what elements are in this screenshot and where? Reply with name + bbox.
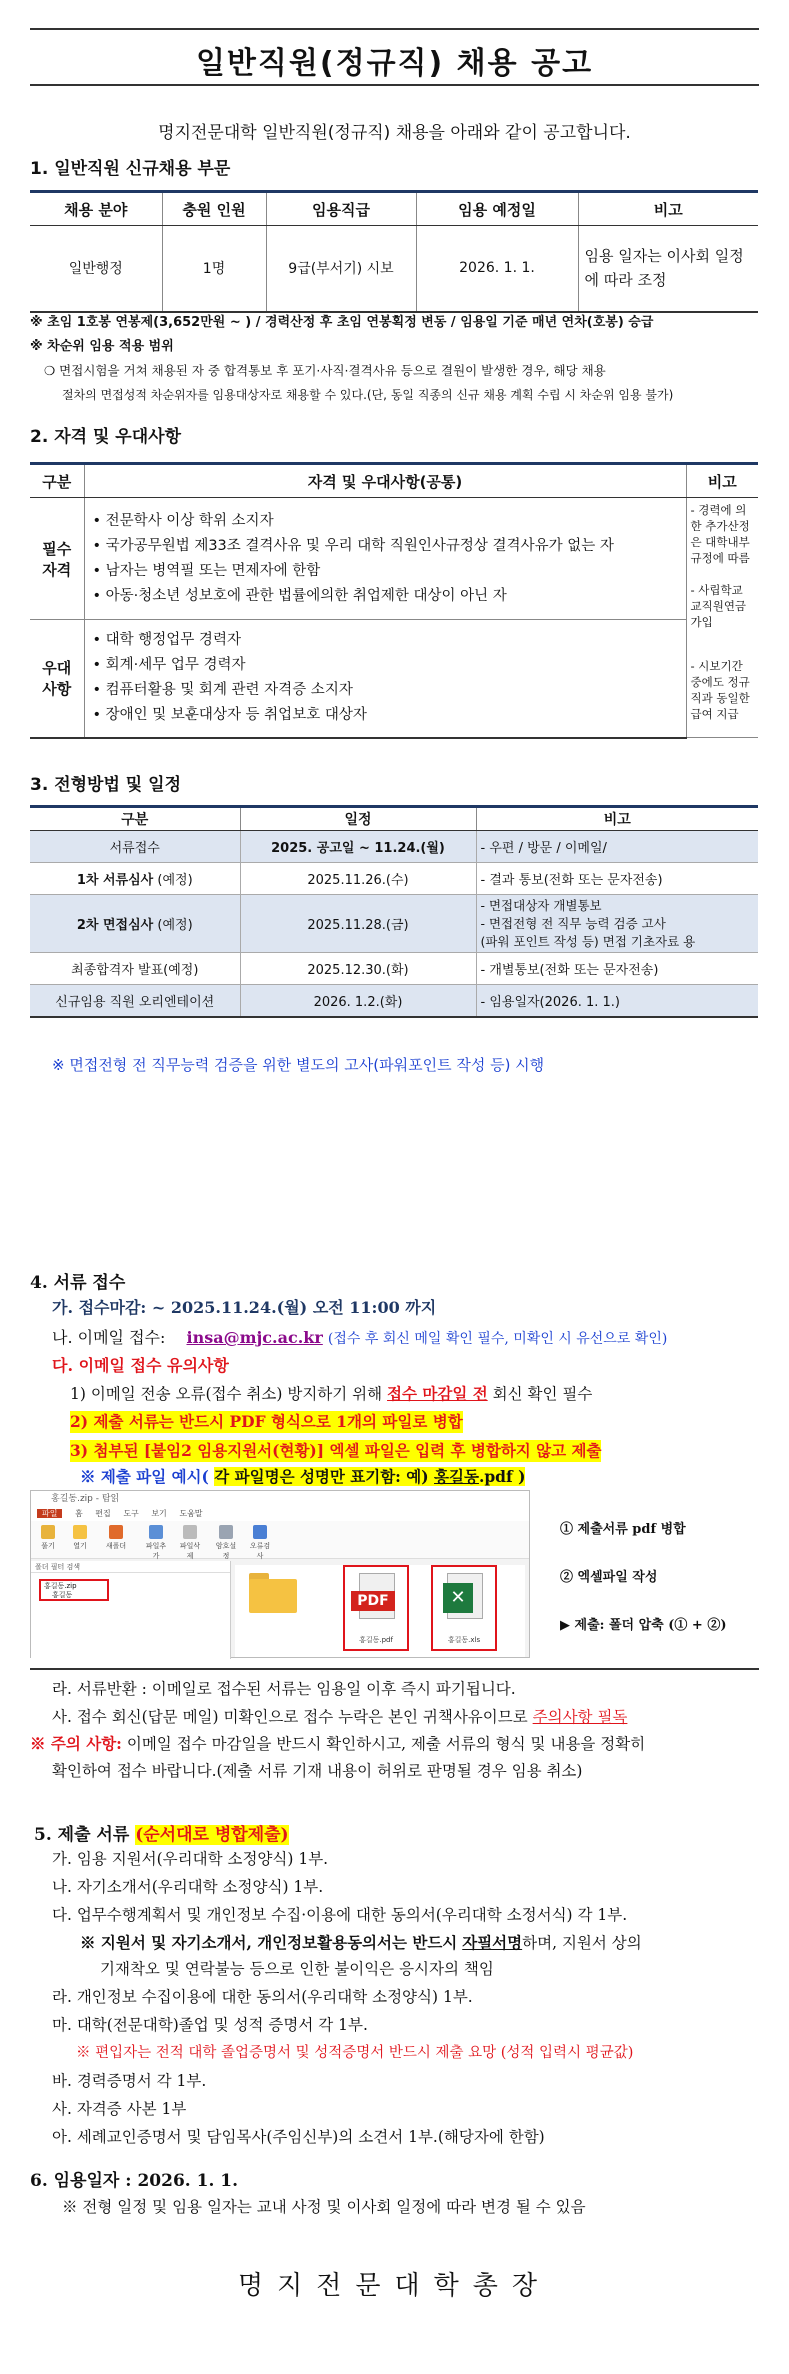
- salary-note: ※ 초임 1호봉 연봉제(3,652만원 ~ ) / 경력산정 후 초임 연봉획정 변동 / 임용일 기준 매년 연차(호봉) 승급: [30, 315, 654, 330]
- stage-cell: 신규임용 직원 오리엔테이션: [30, 985, 240, 1017]
- section6-note: ※ 전형 일정 및 임용 일자는 교내 사정 및 이사회 일정에 따라 변경 될 수 있음: [62, 2198, 586, 2216]
- recruit-header: 임용 예정일: [416, 192, 578, 226]
- caution-highlight: [214, 1467, 525, 1486]
- remark: - 경력에 의한 추가산정은 대학내부 규정에 따름: [690, 503, 750, 565]
- qual-remarks: [686, 498, 758, 738]
- list-item: • 국가공무원법 제33조 결격사유 및 우리 대학 직원인사규정상 결격사유가 없는 자: [93, 534, 678, 559]
- remark-cell: - 임용일자(2026. 1. 1.): [476, 985, 758, 1017]
- recruit-header: 임용직급: [266, 192, 416, 226]
- succession-note-heading: ※ 차순위 임용 적용 범위: [30, 339, 174, 354]
- caution-text: 1) 이메일 전송 오류(접수 취소) 방지하기 위해: [70, 1385, 383, 1403]
- table-row: [30, 831, 758, 863]
- qual-header: 구분: [30, 464, 84, 498]
- file-list: [235, 1565, 525, 1657]
- section4-heading: 4. 서류 접수: [30, 1273, 126, 1293]
- doc-item: 나. 자기소개서(우리대학 소정양식) 1부.: [52, 1878, 324, 1896]
- tab-help[interactable]: 도움말: [179, 1509, 203, 1518]
- submission-steps: [550, 1490, 759, 1658]
- table-row: [30, 620, 758, 738]
- doc-item: 바. 경력증명서 각 1부.: [52, 2072, 207, 2090]
- list-item: • 회계·세무 업무 경력자: [93, 653, 678, 678]
- reply-note: [52, 1706, 627, 1728]
- caution-text: 회신 확인 필수: [492, 1385, 593, 1403]
- step-1: ① 제출서류 pdf 병합: [560, 1522, 686, 1537]
- delete-file-button[interactable]: [177, 1525, 203, 1561]
- table-row: [30, 498, 758, 620]
- list-item: • 대학 행정업무 경력자: [93, 628, 678, 653]
- email-line: [52, 1327, 667, 1350]
- table-row: [30, 985, 758, 1017]
- signature-note-text: ※ 지원서 및 자기소개서, 개인정보활용동의서는 반드시: [80, 1933, 458, 1952]
- excel-icon: ✕: [443, 1583, 473, 1613]
- list-item: • 컴퓨터활용 및 회계 관련 자격증 소지자: [93, 678, 678, 703]
- schedule-table: [30, 805, 758, 1018]
- table-row: [30, 895, 758, 953]
- title-bottom-rule: [30, 84, 759, 86]
- caution-text: 각 파일명은 성명만 표기함: 예): [214, 1467, 429, 1486]
- shield-icon: [219, 1525, 233, 1539]
- deadline-text: 가. 접수마감: ~ 2025.11.24.(월) 오전 11:00 까지: [52, 1298, 437, 1317]
- warning-line2: 확인하여 접수 바랍니다.(제출 서류 기재 내용이 허위로 판명될 경우 임용 취소): [52, 1762, 583, 1780]
- recruit-header: 비고: [578, 192, 758, 226]
- stage-note: (예정): [157, 873, 193, 888]
- caution-heading: 다. 이메일 접수 유의사항: [52, 1356, 229, 1375]
- tab-edit[interactable]: 편집: [95, 1509, 111, 1518]
- tree-node-zip[interactable]: [39, 1579, 109, 1601]
- recruit-table: [30, 190, 758, 313]
- list-item: • 전문학사 이상 학위 소지자: [93, 509, 678, 534]
- recruit-cell: 2026. 1. 1.: [416, 226, 578, 312]
- ribbon-label: 파일삭제: [179, 1542, 201, 1560]
- return-note: 라. 서류반환 : 이메일로 접수된 서류는 임용일 이후 즉시 파기됩니다.: [52, 1680, 516, 1698]
- extract-icon: [41, 1525, 55, 1539]
- stage-name: 1차 서류심사: [76, 873, 154, 888]
- stage-cell: 서류접수: [30, 831, 240, 863]
- excel-file-caption: 홍길동.xls: [447, 1636, 481, 1644]
- warning-line1: [30, 1733, 645, 1755]
- folder-tree-header: 폴더 필터 검색: [31, 1561, 230, 1573]
- schedule-header: 비고: [476, 807, 758, 831]
- pdf-file-caption: 홍길동.pdf: [359, 1636, 393, 1644]
- remark-cell: - 우편 / 방문 / 이메일/: [476, 831, 758, 863]
- date-cell: 2025. 공고일 ~ 11.24.(월): [240, 831, 476, 863]
- remark-cell: [476, 895, 758, 953]
- title-top-rule: [30, 28, 759, 30]
- list-item: • 남자는 병역필 또는 면제자에 한함: [93, 559, 678, 584]
- reply-note-text: 사. 접수 회신(답문 메일) 미확인으로 접수 누락은 본인 귀책사유이므로: [52, 1708, 528, 1726]
- caution-name-example: 홍길동: [434, 1467, 479, 1486]
- tab-home[interactable]: 홈: [75, 1509, 83, 1518]
- email-link[interactable]: insa@mjc.ac.kr: [186, 1328, 323, 1347]
- required-list-cell: [84, 498, 686, 620]
- signature-note-text: 하며, 지원서 상의: [522, 1934, 642, 1952]
- date-cell: 2025.11.26.(수): [240, 863, 476, 895]
- table-row: [30, 863, 758, 895]
- page-title: 일반직원(정규직) 채용 공고: [195, 46, 594, 81]
- date-cell: 2026. 1.2.(화): [240, 985, 476, 1017]
- table-row: [30, 226, 758, 312]
- recruit-header: 충원 인원: [162, 192, 266, 226]
- doc-item: 아. 세례교인증명서 및 담임목사(주임신부)의 소견서 1부.(해당자에 한함): [52, 2128, 545, 2146]
- tab-file[interactable]: 파일: [37, 1509, 62, 1518]
- folder-icon: [73, 1525, 87, 1539]
- check-icon: [253, 1525, 267, 1539]
- preferred-label: 우대 사항: [30, 620, 84, 738]
- add-file-icon: [149, 1525, 163, 1539]
- zip-ribbon: [31, 1521, 529, 1559]
- ribbon-label: 암호설정: [215, 1542, 237, 1560]
- stage-cell: [30, 895, 240, 953]
- caution-1: [70, 1383, 592, 1405]
- ribbon-label: 열기: [73, 1542, 87, 1550]
- doc-item: 라. 개인정보 수집이용에 대한 동의서(우리대학 소정양식) 1부.: [52, 1988, 473, 2006]
- signature-note: [80, 1932, 642, 1954]
- figure-rule: [30, 1668, 759, 1670]
- folder-icon[interactable]: [249, 1573, 297, 1613]
- qualification-table: [30, 462, 758, 739]
- warning-label: ※ 주의 사항:: [30, 1734, 122, 1753]
- intro-text: 명지전문대학 일반직원(정규직) 채용을 아래와 같이 공고합니다.: [158, 123, 631, 143]
- recruit-cell: 1명: [162, 226, 266, 312]
- ribbon-label: 풀기: [41, 1542, 55, 1550]
- ribbon-label: 파일추가: [145, 1542, 167, 1560]
- qual-header: 자격 및 우대사항(공통): [84, 464, 686, 498]
- caution-emphasis: 접수 마감일 전: [387, 1384, 488, 1403]
- section3-heading: 3. 전형방법 및 일정: [30, 775, 181, 795]
- zip-window: [30, 1490, 530, 1658]
- succession-note-line2: 절차의 면접성적 차순위자를 임용대상자로 채용할 수 있다.(단, 동일 직종의 신규 채용 계획 수립 시 차순위 임용 불가): [62, 388, 674, 402]
- schedule-header: 구분: [30, 807, 240, 831]
- ribbon-label: 오류검사: [249, 1542, 271, 1560]
- table-row: [30, 953, 758, 985]
- remark-line: (파워 포인트 작성 등) 면접 기초자료 용: [480, 933, 696, 949]
- date-cell: 2025.12.30.(화): [240, 953, 476, 985]
- warning-text: 이메일 접수 마감일을 반드시 확인하시고, 제출 서류의 형식 및 내용을 정확히: [126, 1735, 646, 1753]
- pdf-file[interactable]: [343, 1565, 409, 1651]
- tree-node-label: 홍길동.zip: [44, 1582, 77, 1590]
- email-label: 나. 이메일 접수:: [52, 1328, 166, 1347]
- pdf-icon: PDF: [351, 1591, 395, 1611]
- caution-text: .pdf ): [478, 1467, 526, 1486]
- signature-emphasis: 자필서명: [462, 1933, 523, 1952]
- error-check-button[interactable]: [247, 1525, 273, 1561]
- reply-note-emphasis: 주의사항 필독: [532, 1708, 628, 1726]
- stage-cell: [30, 863, 240, 895]
- recruit-header: 채용 분야: [30, 192, 162, 226]
- stage-name: 2차 면접심사: [76, 918, 154, 933]
- new-folder-icon: [109, 1525, 123, 1539]
- caution-3: 3) 첨부된 [붙임2 임용지원서(현황)] 엑셀 파일은 입력 후 병합하지 않고 제출: [70, 1441, 602, 1460]
- qual-header: 비고: [686, 464, 758, 498]
- recruit-cell: 일반행정: [30, 226, 162, 312]
- caution-2: 2) 제출 서류는 반드시 PDF 형식으로 1개의 파일로 병합: [70, 1412, 463, 1431]
- signature-note-line2: 기재착오 및 연락불능 등으로 인한 불이익은 응시자의 책임: [100, 1960, 494, 1978]
- preferred-list-cell: [84, 620, 686, 738]
- add-file-button[interactable]: [143, 1525, 169, 1561]
- doc-item: 가. 임용 지원서(우리대학 소정양식) 1부.: [52, 1850, 329, 1868]
- section2-heading: 2. 자격 및 우대사항: [30, 427, 181, 447]
- schedule-note: ※ 면접전형 전 직무능력 검증을 위한 별도의 고사(파워포인트 작성 등) 시행: [52, 1056, 545, 1074]
- caution-text: ※ 제출 파일 예시(: [80, 1467, 209, 1486]
- schedule-header: 일정: [240, 807, 476, 831]
- required-label: 필수 자격: [30, 498, 84, 620]
- recruit-cell: 9급(부서기) 시보: [266, 226, 416, 312]
- stage-cell: 최종합격자 발표(예정): [30, 953, 240, 985]
- section5-order-note: (순서대로 병합제출): [135, 1825, 289, 1845]
- caution-4: [80, 1466, 525, 1488]
- email-note: (접수 후 회신 메일 확인 필수, 미확인 시 유선으로 확인): [327, 1331, 668, 1347]
- list-item: • 아동·청소년 성보호에 관한 법률에의한 취업제한 대상이 아닌 자: [93, 584, 678, 609]
- delete-file-icon: [183, 1525, 197, 1539]
- remark: - 시보기간 중에도 정규직과 동일한 급여 지급: [690, 659, 750, 721]
- remark: - 사립학교 교직원연금 가입: [690, 583, 747, 629]
- doc-item: 마. 대학(전문대학)졸업 및 성적 증명서 각 1부.: [52, 2016, 368, 2034]
- submission-example-figure: [30, 1490, 759, 1662]
- section6-heading: 6. 임용일자 : 2026. 1. 1.: [30, 2171, 239, 2191]
- remark-cell: - 결과 통보(전화 또는 문자전송): [476, 863, 758, 895]
- remark-cell: - 개별통보(전화 또는 문자전송): [476, 953, 758, 985]
- remark-line: - 면접대상자 개별통보: [480, 897, 602, 913]
- succession-note-line1: ❍ 면접시험을 거쳐 채용된 자 중 합격통보 후 포기·사직·결격사유 등으로 결원이 발생한 경우, 해당 채용: [44, 363, 606, 378]
- zip-window-title: 홍길동.zip - 탐읽: [31, 1491, 529, 1507]
- tree-node-child[interactable]: 홍길동: [52, 1591, 73, 1599]
- section5-heading: [34, 1820, 289, 1845]
- tab-view[interactable]: 보기: [151, 1509, 167, 1518]
- open-button[interactable]: [67, 1525, 93, 1551]
- stage-note: (예정): [157, 918, 193, 933]
- set-password-button[interactable]: [213, 1525, 239, 1561]
- doc-item: 사. 자격증 사본 1부: [52, 2100, 187, 2118]
- ribbon-label: 새폴더: [105, 1542, 127, 1550]
- section5-title: 5. 제출 서류: [34, 1825, 130, 1845]
- recruit-cell: 임용 일자는 이사회 일정에 따라 조정: [578, 226, 758, 312]
- new-folder-button[interactable]: [103, 1525, 129, 1551]
- remark-line: - 면접전형 전 직무 능력 검증 고사: [480, 915, 666, 931]
- section1-heading: 1. 일반직원 신규채용 부문: [30, 159, 231, 179]
- transfer-note: ※ 편입자는 전적 대학 졸업증명서 및 성적증명서 반드시 제출 요망 (성적 입력시 평균값): [76, 2045, 634, 2061]
- excel-file[interactable]: [431, 1565, 497, 1651]
- extract-button[interactable]: [35, 1525, 61, 1551]
- date-cell: 2025.11.28.(금): [240, 895, 476, 953]
- tab-tools[interactable]: 도구: [123, 1509, 139, 1518]
- step-3: ▶ 제출: 폴더 압축 (① + ②): [560, 1618, 727, 1633]
- doc-item: 다. 업무수행계획서 및 개인정보 수집·이용에 대한 동의서(우리대학 소정서식) 각 1부.: [52, 1906, 628, 1924]
- footer-signature: 명지전문대학총장: [238, 2271, 551, 2301]
- list-item: • 장애인 및 보훈대상자 등 취업보호 대상자: [93, 703, 678, 728]
- zip-window-tabs: [31, 1507, 529, 1521]
- folder-tree: [31, 1561, 231, 1659]
- step-2: ② 엑셀파일 작성: [560, 1570, 658, 1585]
